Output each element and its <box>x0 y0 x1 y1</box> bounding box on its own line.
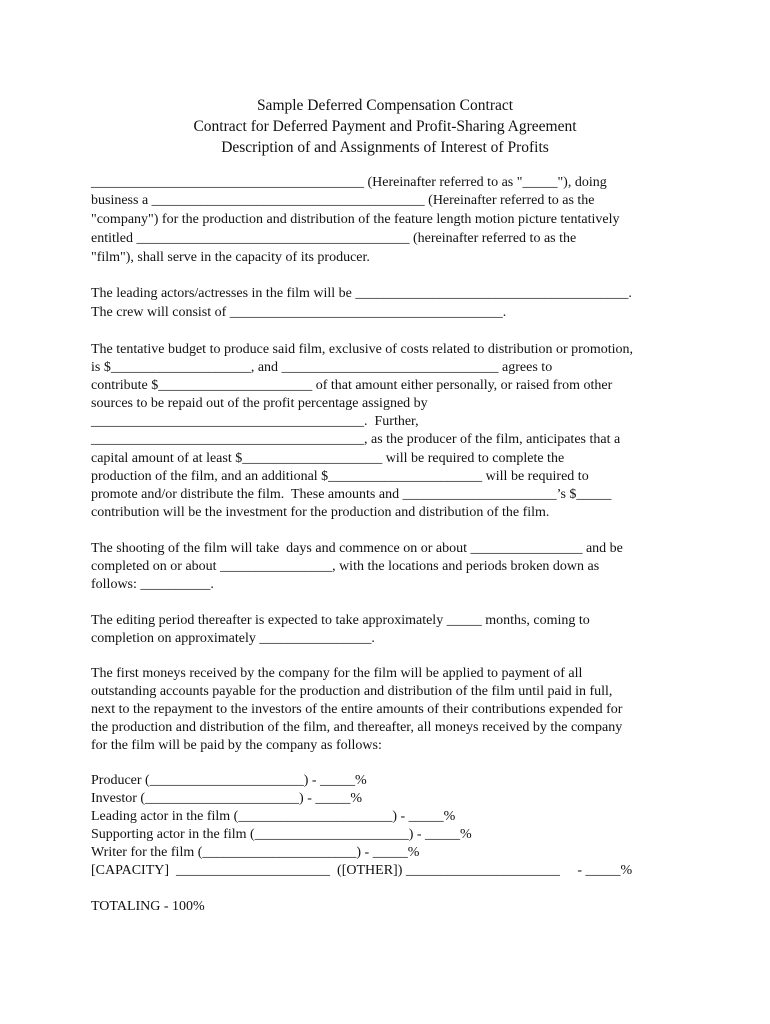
paragraph-line: "company") for the production and distribution of the feature length motion picture tentatively <box>91 212 620 227</box>
paragraph-line: _______________________________________, as the producer of the film, anticipates that a <box>91 432 621 447</box>
paragraph-line: contribute $______________________ of that amount either personally, or raised from other <box>91 378 613 393</box>
paragraph-line: entitled _______________________________________ (hereinafter referred to as the <box>91 231 577 246</box>
paragraph-line: completion on approximately ________________. <box>91 631 375 646</box>
allocation-leading-actor: Leading actor in the film (______________________) - _____% <box>91 809 456 824</box>
allocation-other: [CAPACITY] ______________________ ([OTHER]) ______________________ - _____% <box>91 863 633 878</box>
paragraph-line: follows: __________. <box>91 577 214 592</box>
allocation-investor: Investor (______________________) - _____% <box>91 791 363 806</box>
paragraph-line: _______________________________________ (Hereinafter referred to as "_____"), doing <box>91 175 607 190</box>
paragraph-line: The shooting of the film will take days and commence on or about ________________ and be <box>91 541 623 556</box>
document-subtitle: Contract for Deferred Payment and Profit-Sharing Agreement <box>193 118 577 135</box>
paragraph-line: "film"), shall serve in the capacity of its producer. <box>91 250 370 265</box>
paragraph-line: contribution will be the investment for the production and distribution of the film. <box>91 505 550 520</box>
paragraph-line: The leading actors/actresses in the film will be _______________________________________. <box>91 286 632 301</box>
paragraph-line: promote and/or distribute the film. These amounts and ______________________’s $_____ <box>91 487 612 502</box>
paragraph-line: The editing period thereafter is expected to take approximately _____ months, coming to <box>91 613 590 628</box>
paragraph-line: next to the repayment to the investors of the entire amounts of their contributions expended for <box>91 702 623 717</box>
paragraph-line: for the film will be paid by the company as follows: <box>91 738 382 753</box>
paragraph-line: The first moneys received by the company for the film will be applied to payment of all <box>91 666 583 681</box>
paragraph-line: _______________________________________. Further, <box>91 414 419 429</box>
paragraph-line: is $____________________, and _______________________________ agrees to <box>91 360 553 375</box>
paragraph-line: outstanding accounts payable for the production and distribution of the film until paid in full, <box>91 684 613 699</box>
document-subtitle-2: Description of and Assignments of Interest of Profits <box>221 139 549 156</box>
paragraph-line: production of the film, and an additional $______________________ will be required to <box>91 469 589 484</box>
paragraph-line: The crew will consist of _______________________________________. <box>91 305 507 320</box>
paragraph-line: sources to be repaid out of the profit percentage assigned by <box>91 396 428 411</box>
paragraph-line: capital amount of at least $____________________ will be required to complete the <box>91 451 565 466</box>
allocation-writer: Writer for the film (______________________) - _____% <box>91 845 420 860</box>
paragraph-line: completed on or about ________________, with the locations and periods broken down as <box>91 559 600 574</box>
allocation-producer: Producer (______________________) - _____% <box>91 773 367 788</box>
allocation-supporting-actor: Supporting actor in the film (______________________) - _____% <box>91 827 472 842</box>
paragraph-line: business a _______________________________________ (Hereinafter referred to as the <box>91 193 595 208</box>
paragraph-line: The tentative budget to produce said film, exclusive of costs related to distribution or promotion, <box>91 342 633 357</box>
paragraph-line: the production and distribution of the film, and thereafter, all moneys received by the company <box>91 720 623 735</box>
document-title-block <box>0 95 770 158</box>
allocation-total: TOTALING - 100% <box>91 899 205 914</box>
document-title: Sample Deferred Compensation Contract <box>256 97 514 114</box>
